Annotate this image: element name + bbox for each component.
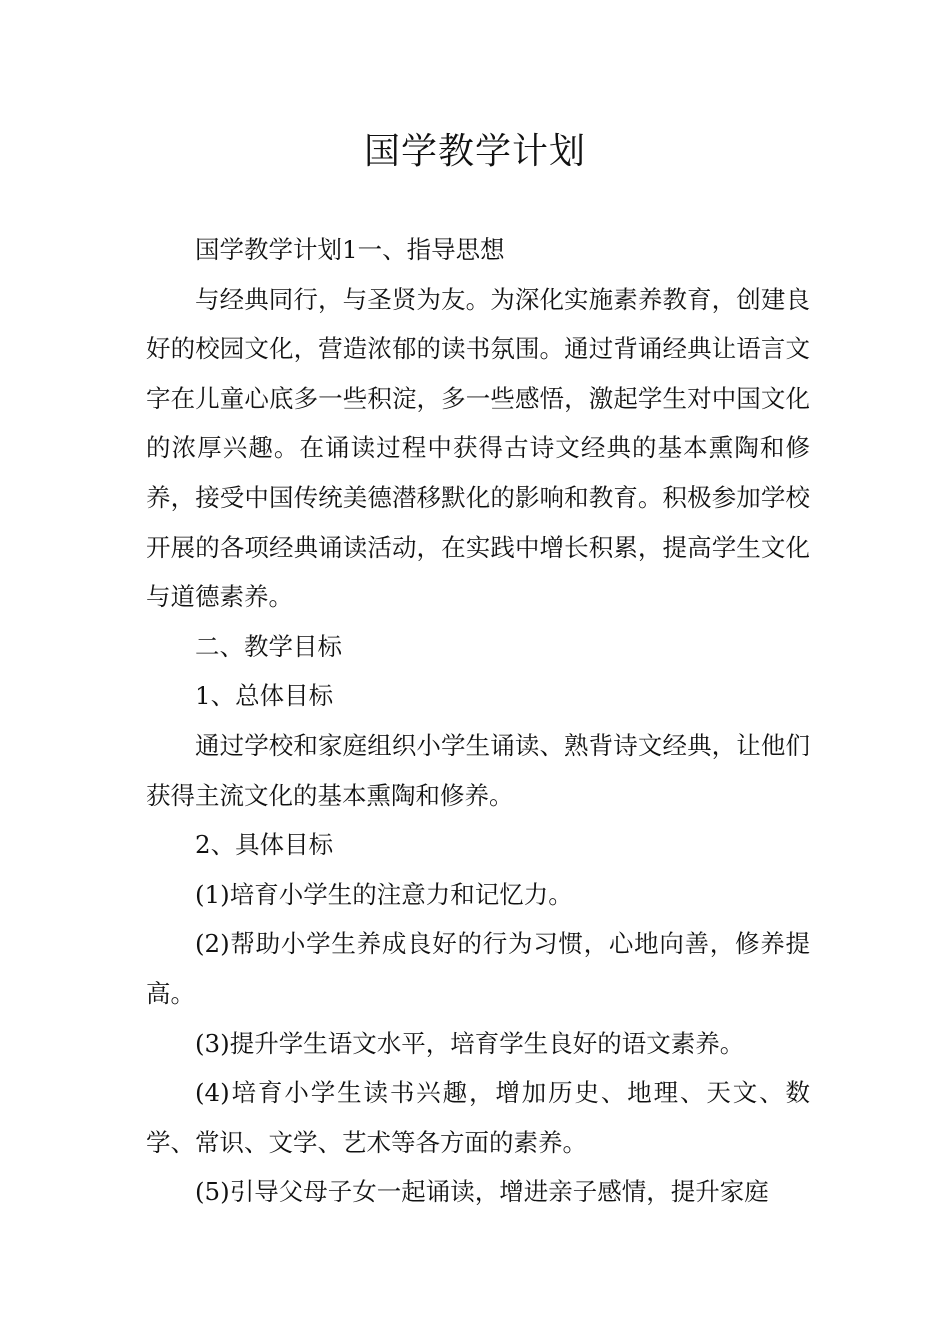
paragraph-guiding-thought: 与经典同行，与圣贤为友。为深化实施素养教育，创建良好的校园文化，营造浓郁的读书氛围。通过背诵经典让语言文字在儿童心底多一些积淀，多一些感悟，激起学生对中国文化的浓厚兴趣。在诵读过程中获得古诗文经典的基本熏陶和修养，接受中国传统美德潜移默化的影响和教育。积极参加学校开展的各项经典诵读活动，在实践中增长积累，提高学生文化与道德素养。 — [146, 284, 810, 612]
paragraph-heading-teaching-goals: 二、教学目标 — [195, 631, 342, 661]
document-body — [146, 225, 810, 1217]
document-title: 国学教学计划 — [363, 131, 586, 172]
paragraph-heading-specific-goals: 2、具体目标 — [195, 830, 334, 860]
paragraph-overall-goal: 通过学校和家庭组织小学生诵读、熟背诗文经典，让他们获得主流文化的基本熏陶和修养。 — [146, 730, 810, 810]
paragraph-goal-1: (1)培育小学生的注意力和记忆力。 — [195, 879, 573, 909]
paragraph-goal-3: (3)提升学生语文水平，培育学生良好的语文素养。 — [195, 1028, 745, 1058]
paragraph-goal-5: (5)引导父母子女一起诵读，增进亲子感情，提升家庭 — [195, 1177, 769, 1207]
paragraph-goal-4: (4)培育小学生读书兴趣，增加历史、地理、天文、数学、常识、文学、艺术等各方面的素养。 — [146, 1078, 810, 1157]
paragraph-heading-guiding-thought: 国学教学计划1一、指导思想 — [195, 235, 505, 264]
paragraph-goal-2: (2)帮助小学生养成良好的行为习惯，心地向善，修养提高。 — [146, 929, 810, 1008]
paragraph-heading-overall-goal: 1、总体目标 — [195, 681, 334, 711]
